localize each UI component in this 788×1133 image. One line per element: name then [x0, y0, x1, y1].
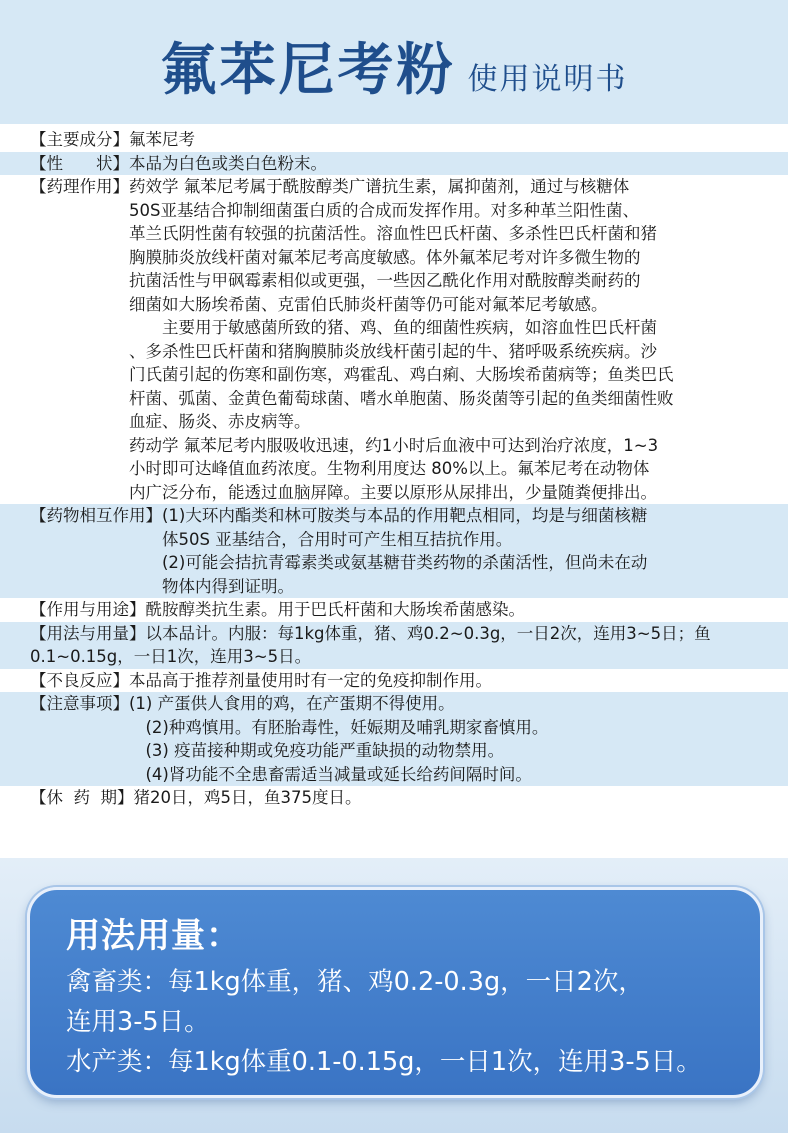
- section-text: [129, 669, 760, 693]
- section-row: [0, 598, 788, 622]
- product-title: 氟苯尼考粉: [160, 38, 456, 103]
- section-row: [0, 504, 788, 598]
- instruction-sections: [0, 128, 788, 810]
- section-row: [0, 692, 788, 786]
- usage-panel-lines: [66, 962, 750, 1082]
- section-text-line: (2)可能会拮抗青霉素类或氨基糖苷类药物的杀菌活性，但尚未在动: [162, 553, 648, 572]
- section-text-line: 血症、肠炎、赤皮病等。: [129, 412, 311, 431]
- section-label: 【药物相互作用】: [30, 506, 162, 525]
- section-label: 【主要成分】: [30, 130, 129, 149]
- usage-panel-title: 用法用量：: [66, 916, 241, 956]
- usage-line-aquatic: 水产类：每1kg体重0.1-0.15g，一日1次，连用3-5日。: [66, 1047, 702, 1077]
- section-text: [162, 504, 760, 598]
- section-text-line: 革兰氏阴性菌有较强的抗菌活性。溶血性巴氏杆菌、多杀性巴氏杆菌和猪: [129, 224, 657, 243]
- section-text: [146, 598, 761, 622]
- page-title: [0, 26, 788, 106]
- section-text-line: 0.1~0.15g，一日1次，连用3~5日。: [30, 647, 312, 666]
- section-text: [146, 622, 761, 646]
- section-text-line: 50S亚基结合抑制细菌蛋白质的合成而发挥作用。对多种革兰阳性菌、: [129, 200, 639, 220]
- section-text: [129, 152, 760, 176]
- section-row: [0, 175, 788, 504]
- section-text-line: 、多杀性巴氏杆菌和猪胸膜肺炎放线杆菌引起的牛、猪呼吸系统疾病。沙: [129, 341, 657, 361]
- section-text-line: (2)种鸡慎用。有胚胎毒性，妊娠期及哺乳期家畜慎用。: [129, 717, 549, 737]
- section-label: 【性 状】: [30, 153, 129, 173]
- section-text-line: 猪20日，鸡5日，鱼375度日。: [133, 788, 362, 807]
- section-text-line: 抗菌活性与甲砜霉素相似或更强，一些因乙酰化作用对酰胺醇类耐药的: [129, 271, 641, 290]
- section-label: 【作用与用途】: [30, 600, 146, 619]
- section-row: [0, 152, 788, 176]
- section-label: 【不良反应】: [30, 670, 129, 690]
- section-text-line: 杆菌、弧菌、金黄色葡萄球菌、嗜水单胞菌、肠炎菌等引起的鱼类细菌性败: [129, 388, 674, 408]
- section-text-line: 药动学 氟苯尼考内服吸收迅速，约1小时后血液中可达到治疗浓度，1~3: [129, 435, 659, 455]
- section-text-line: 细菌如大肠埃希菌、克雷伯氏肺炎杆菌等仍可能对氟苯尼考敏感。: [129, 294, 608, 314]
- section-row: [0, 622, 788, 646]
- section-text-line: 门氏菌引起的伤寒和副伤寒，鸡霍乱、鸡白痢、大肠埃希菌病等；鱼类巴氏: [129, 365, 674, 384]
- section-text: [30, 645, 760, 669]
- section-text-line: 以本品计。内服：每1kg体重，猪、鸡0.2~0.3g，一日2次，连用3~5日；鱼: [145, 623, 711, 643]
- section-text-line: (1)大环内酯类和林可胺类与本品的作用靶点相同，均是与细菌核糖: [162, 506, 648, 525]
- section-text-line: 酰胺醇类抗生素。用于巴氏杆菌和大肠埃希菌感染。: [145, 600, 525, 619]
- section-row: [0, 669, 788, 693]
- usage-line-poultry: 禽畜类：每1kg体重，猪、鸡0.2-0.3g，一日2次，: [66, 967, 644, 997]
- section-text: [129, 128, 760, 152]
- usage-line-poultry-duration: 连用3-5日。: [66, 1007, 210, 1037]
- header-banner: [0, 0, 788, 124]
- usage-panel: [27, 887, 763, 1098]
- section-text-line: 物体内得到证明。: [162, 576, 294, 596]
- section-label: 【药理作用】: [30, 177, 129, 196]
- section-text: [129, 175, 760, 504]
- section-text-line: (3) 疫苗接种期或免疫功能严重缺损的动物禁用。: [129, 741, 505, 760]
- section-label: 【休 药 期】: [30, 788, 134, 807]
- section-text-line: 本品高于推荐剂量使用时有一定的免疫抑制作用。: [129, 670, 492, 690]
- section-text-line: 氟苯尼考: [129, 130, 195, 149]
- section-label: 【注意事项】: [30, 694, 129, 713]
- section-text-line: 小时即可达峰值血药浓度。生物利用度达 80%以上。氟苯尼考在动物体: [129, 459, 650, 478]
- section-text-line: 本品为白色或类白色粉末。: [129, 153, 327, 173]
- section-text-line: 胸膜肺炎放线杆菌对氟苯尼考高度敏感。体外氟苯尼考对许多微生物的: [129, 247, 641, 267]
- section-text-line: (4)肾功能不全患畜需适当减量或延长给药间隔时间。: [129, 764, 532, 784]
- section-label: 【用法与用量】: [30, 623, 146, 643]
- section-row: [0, 645, 788, 669]
- section-text-line: (1) 产蛋供人食用的鸡，在产蛋期不得使用。: [129, 694, 455, 713]
- section-text-line: 主要用于敏感菌所致的猪、鸡、鱼的细菌性疾病，如溶血性巴氏杆菌: [129, 318, 657, 337]
- section-row: [0, 128, 788, 152]
- section-row: [0, 786, 788, 810]
- section-text: [133, 786, 760, 810]
- section-text-line: 体50S 亚基结合，合用时可产生相互拮抗作用。: [162, 529, 513, 549]
- section-text: [129, 692, 760, 786]
- section-text-line: 药效学 氟苯尼考属于酰胺醇类广谱抗生素，属抑菌剂，通过与核糖体: [129, 177, 630, 196]
- section-text-line: 内广泛分布，能透过血脑屏障。主要以原形从尿排出，少量随粪便排出。: [129, 482, 657, 502]
- document-subtitle: 使用说明书: [467, 62, 628, 97]
